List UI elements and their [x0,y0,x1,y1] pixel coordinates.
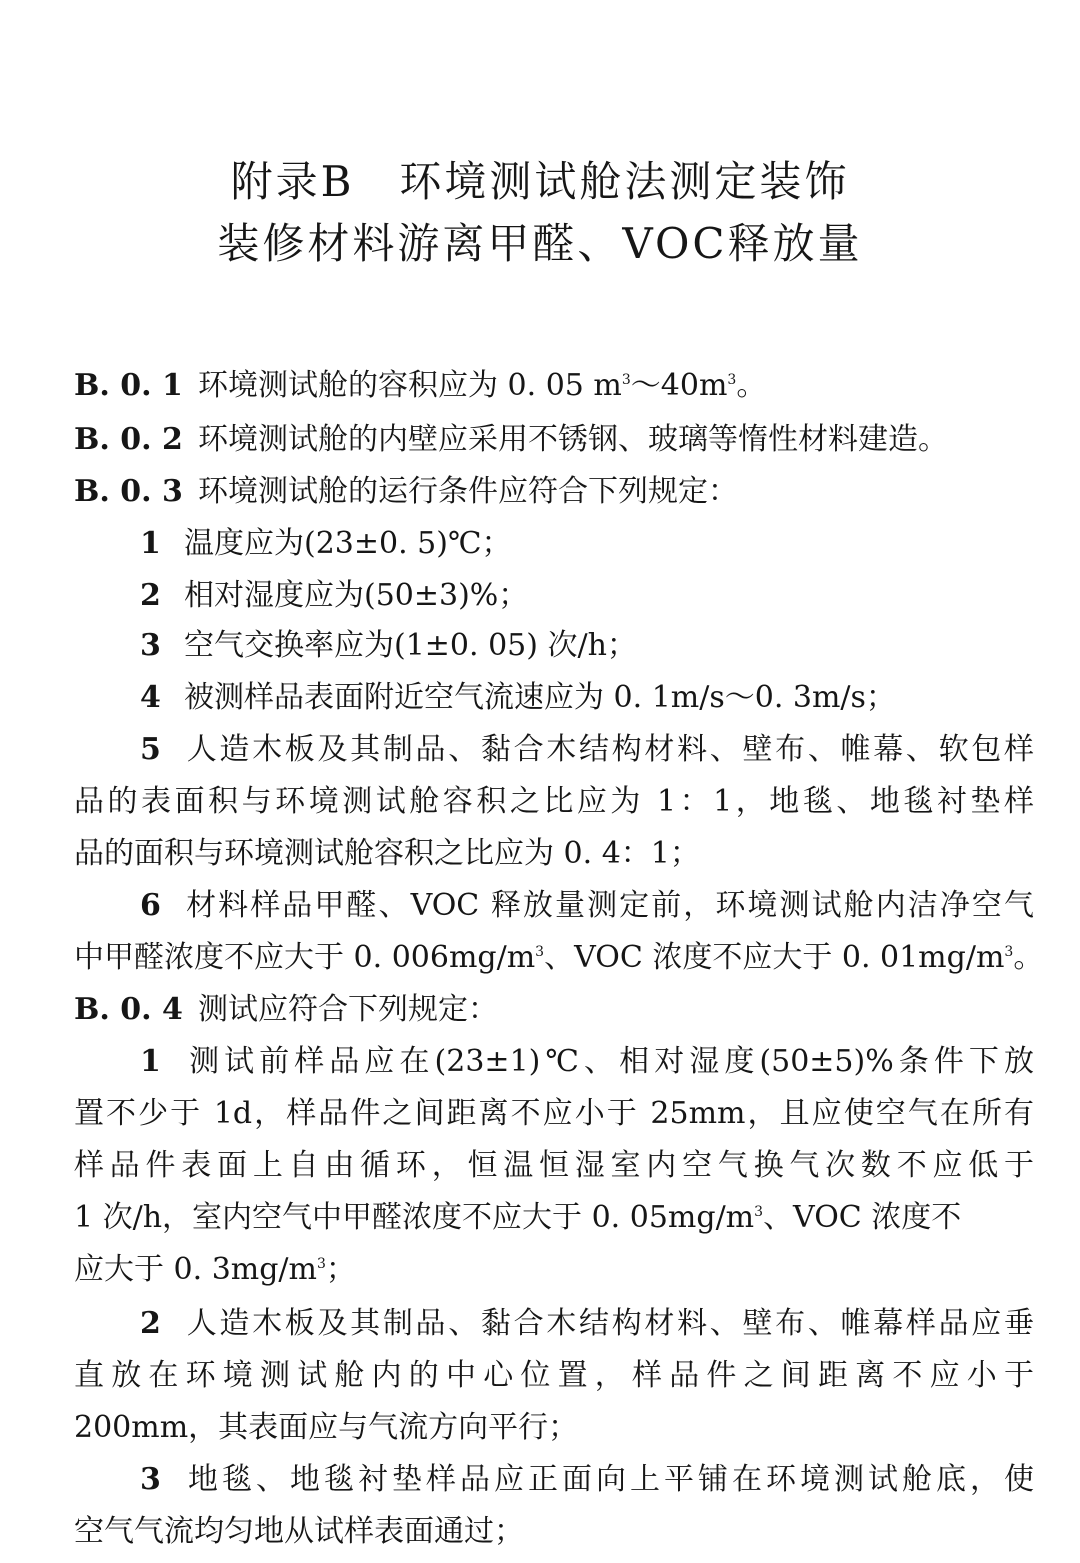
b03-item-6-line-1 [74,880,1034,932]
item-text: 中甲醛浓度不应大于 0. 006mg/m [74,940,536,975]
item-text: ； [325,1252,356,1287]
item-text: 测试前样品应在(23±1)℃、相对湿度(50±5)%条件下放 [184,1044,1034,1079]
clause-number: B. 0. 1 [74,368,183,403]
item-number: 2 [140,578,161,613]
b03-item-1 [74,518,1034,570]
b03-item-6-line-2 [74,932,1044,984]
b04-item-3-line-1 [74,1454,1034,1506]
item-number: 1 [140,526,161,561]
b04-item-1-line-3: 样品件表面上自由循环，恒温恒湿室内空气换气次数不应低于 [74,1148,1034,1183]
superscript: 3 [727,372,737,388]
superscript: 3 [317,1256,326,1272]
superscript: 3 [754,1204,764,1220]
item-number: 3 [140,628,161,663]
item-text: 。 [1013,940,1044,975]
b04-item-1-line-4 [74,1192,1034,1244]
item-number: 4 [140,680,161,715]
b04-item-2-line-2: 直放在环境测试舱内的中心位置，样品件之间距离不应小于 [74,1358,1034,1393]
item-text: 人造木板及其制品、黏合木结构材料、壁布、帷幕、软包样 [184,732,1034,767]
b03-item-5-line-2: 品的表面积与环境测试舱容积之比应为 1：1，地毯、地毯衬垫样 [74,784,1034,819]
b04-item-1-line-1 [74,1036,1034,1088]
clause-number: B. 0. 2 [74,422,183,457]
superscript: 3 [535,944,545,960]
item-number: 5 [140,732,161,767]
clause-text: 环境测试舱的内壁应采用不锈钢、玻璃等惰性材料建造。 [198,422,948,457]
clause-b01 [74,360,1034,412]
clause-text: 环境测试舱的运行条件应符合下列规定： [198,474,738,509]
item-text: 应大于 0. 3mg/m [74,1252,317,1287]
b03-item-3 [74,620,1034,672]
clause-text: 环境测试舱的容积应为 0. 05 m [198,368,622,403]
b04-item-2-line-1 [74,1298,1034,1350]
b04-item-1-line-2: 置不少于 1d，样品件之间距离不应小于 25mm，且应使空气在所有 [74,1096,1034,1131]
clause-number: B. 0. 4 [74,992,183,1027]
b03-item-2 [74,570,1034,622]
item-number: 2 [140,1306,161,1341]
b04-item-3-line-2: 空气气流均匀地从试样表面通过； [74,1514,524,1549]
item-number: 6 [140,888,161,923]
b04-item-1-line-5 [74,1244,1034,1296]
item-text: 温度应为(23±0. 5)℃； [184,526,512,561]
clause-text: 测试应符合下列规定： [198,992,498,1027]
item-number: 1 [140,1044,161,1079]
item-text: 相对湿度应为(50±3)%； [184,578,529,613]
appendix-title-line-1: 附录B 环境测试舱法测定装饰 [230,157,850,206]
item-text: 材料样品甲醛、VOC 释放量测定前，环境测试舱内洁净空气 [184,888,1034,923]
item-text: 被测样品表面附近空气流速应为 0. 1m/s～0. 3m/s； [184,680,896,715]
b03-item-5-line-3: 品的面积与环境测试舱容积之比应为 0. 4：1； [74,836,700,871]
b03-item-5-line-1 [74,724,1034,776]
item-text: 地毯、地毯衬垫样品应正面向上平铺在环境测试舱底，使 [184,1462,1034,1497]
item-text: 、VOC 浓度不 [763,1200,962,1235]
clause-number: B. 0. 3 [74,474,183,509]
superscript: 3 [621,372,631,388]
clause-b03 [74,466,1034,518]
clause-b02 [74,414,1034,466]
clause-b04 [74,984,1034,1036]
appendix-title-line-2: 装修材料游离甲醛、VOC释放量 [217,219,863,268]
superscript: 3 [1004,944,1014,960]
clause-text: 。 [736,368,767,403]
item-text: 人造木板及其制品、黏合木结构材料、壁布、帷幕样品应垂 [184,1306,1034,1341]
item-text: 1 次/h，室内空气中甲醛浓度不应大于 0. 05mg/m [74,1200,755,1235]
item-text: 、VOC 浓度不应大于 0. 01mg/m [544,940,1005,975]
b04-item-2-line-3: 200mm，其表面应与气流方向平行； [74,1410,579,1445]
item-number: 3 [140,1462,161,1497]
clause-text: ～40m [630,368,728,403]
b03-item-4 [74,672,1034,724]
item-text: 空气交换率应为(1±0. 05) 次/h； [184,628,637,663]
